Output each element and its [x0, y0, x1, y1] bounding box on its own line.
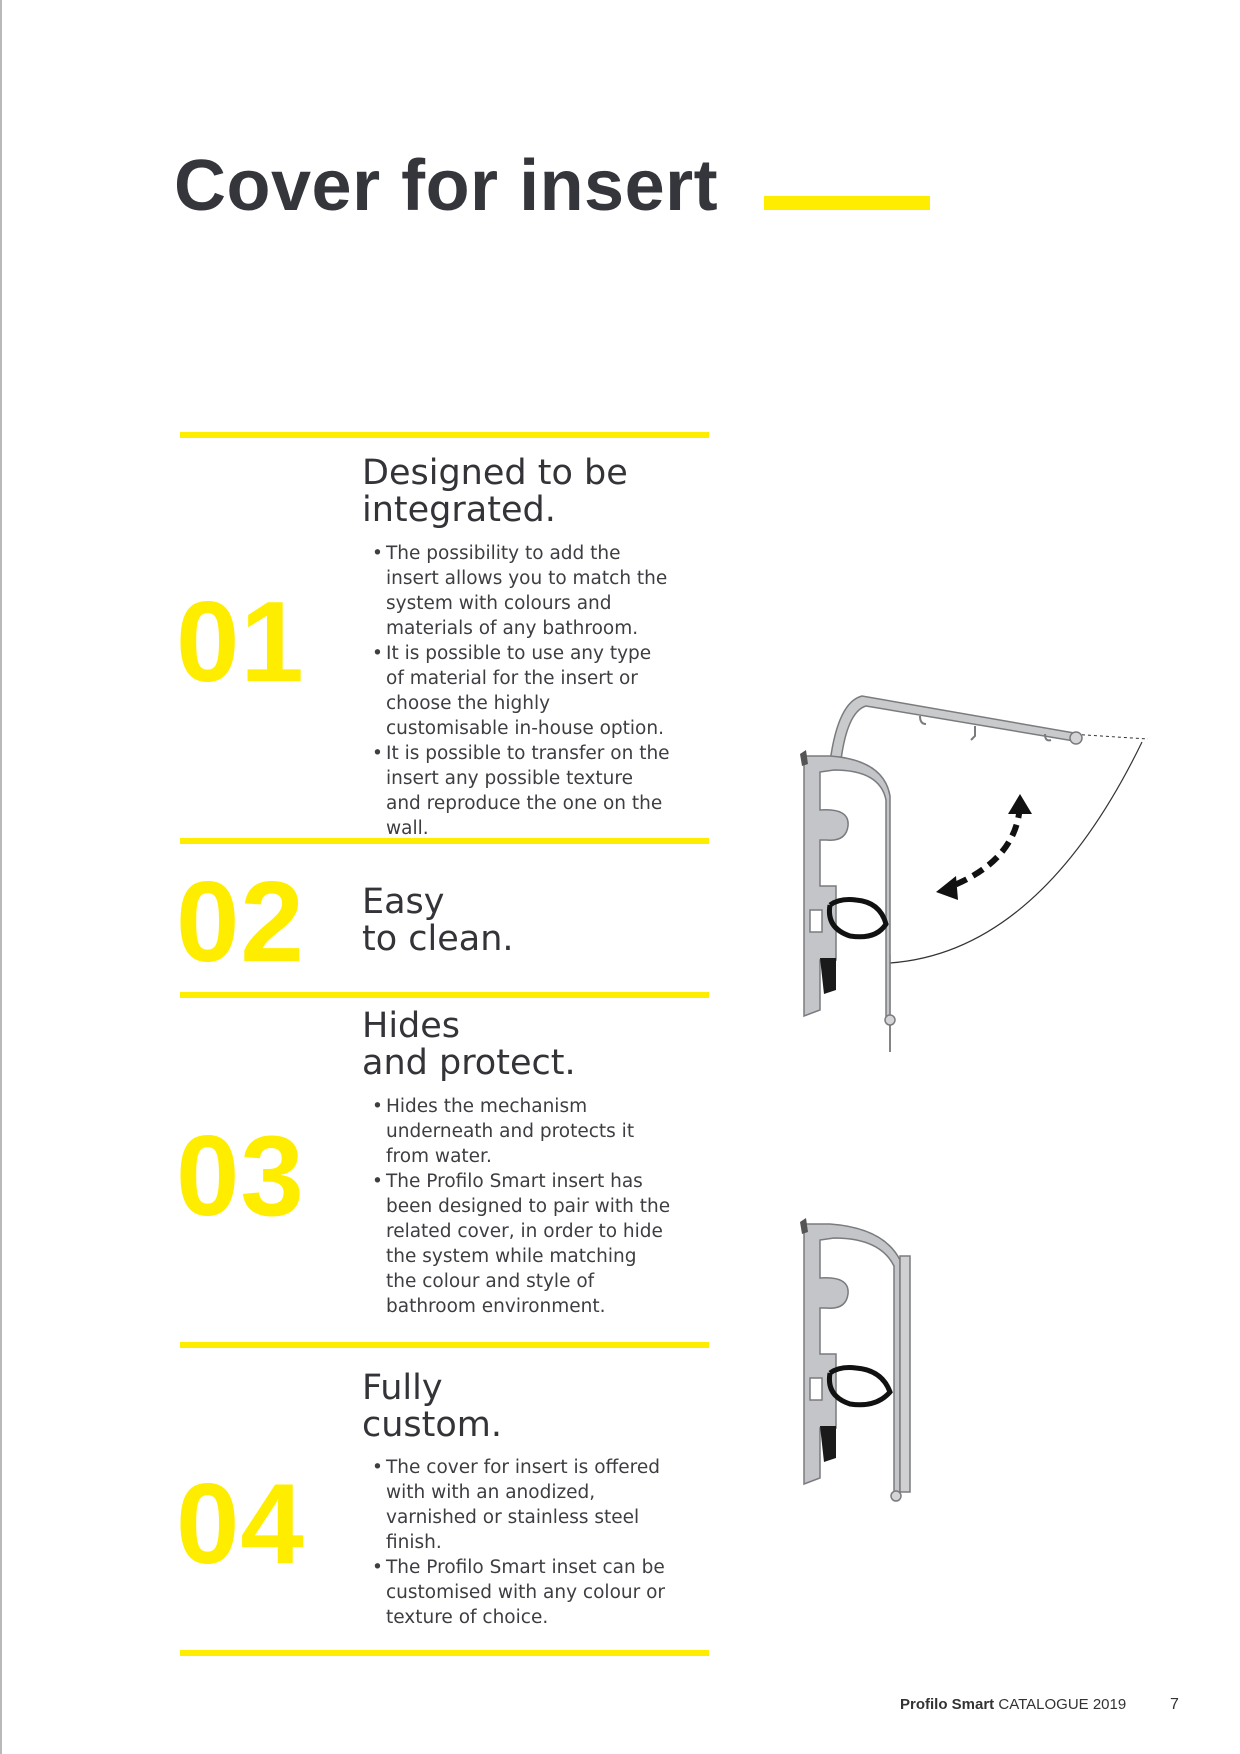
- title-accent-bar: [764, 196, 930, 210]
- open-cover-panel: [830, 696, 1080, 768]
- section-heading-03: [362, 1008, 576, 1082]
- section-number-03: 03: [176, 1113, 305, 1240]
- section-number-01: 01: [176, 579, 305, 706]
- cover-clip: [971, 726, 975, 740]
- page-number: 7: [1170, 1696, 1179, 1713]
- section-heading-02: [362, 884, 514, 958]
- footer-catalogue-label: CATALOGUE 2019: [998, 1696, 1127, 1713]
- cover-hinge: [1070, 732, 1082, 744]
- arrow-head-left-icon: [936, 876, 958, 900]
- footer-catalogue: [900, 1696, 1126, 1713]
- bullet-item: • The cover for insert is offered with with an anodized, varnished or stainless steel finish.: [372, 1455, 672, 1555]
- section-divider: [180, 1650, 709, 1656]
- section-bullets-03: [372, 1094, 672, 1319]
- page-title: Cover for insert: [174, 146, 719, 226]
- profile-tip: [800, 1218, 808, 1234]
- section-divider: [180, 992, 709, 998]
- bullet-item: • Hides the mechanism underneath and protects it from water.: [372, 1094, 672, 1169]
- section-heading-01: [362, 455, 628, 529]
- section-divider: [180, 432, 709, 438]
- bullet-item: • The possibility to add the insert allows you to match the system with colours and materials of any bathroom.: [372, 541, 672, 641]
- heading-line: and protect.: [362, 1043, 576, 1083]
- bullet-item: • The Profilo Smart insert has been designed to pair with the related cover, in order to hide the system while matching the colour and style of bathroom environment.: [372, 1169, 672, 1319]
- gasket-foot: [820, 958, 836, 994]
- profile-hinge: [891, 1491, 901, 1501]
- gasket-seal: [829, 1368, 890, 1405]
- heading-line: to clean.: [362, 919, 514, 959]
- heading-line: Fully: [362, 1368, 443, 1408]
- profile-tip: [800, 750, 808, 766]
- heading-line: Designed to be: [362, 453, 628, 493]
- section-bullets-01: [372, 541, 672, 841]
- heading-line: Easy: [362, 882, 445, 922]
- bullet-item: • It is possible to use any type of material for the insert or choose the highly customisable in-house option.: [372, 641, 672, 741]
- footer-brand: Profilo Smart: [900, 1696, 995, 1713]
- section-number-04: 04: [176, 1461, 305, 1588]
- rotation-arrow: [952, 806, 1020, 886]
- gasket-seal: [829, 900, 886, 937]
- profile-hinge: [885, 1015, 895, 1025]
- arrow-head-up-icon: [1008, 794, 1032, 814]
- fixed-profile-body: [804, 1224, 900, 1494]
- heading-line: Hides: [362, 1006, 461, 1046]
- profile-slot: [810, 1378, 822, 1400]
- swing-arc: [890, 742, 1142, 963]
- cover-clip: [920, 716, 926, 724]
- bullet-item: • It is possible to transfer on the insert any possible texture and reproduce the one on the wall.: [372, 741, 672, 841]
- fixed-profile-body: [804, 756, 890, 1016]
- insert-panel: [900, 1256, 910, 1492]
- cover-closed-profile-diagram: [790, 1216, 930, 1506]
- profile-slot: [810, 910, 822, 932]
- cover-open-profile-diagram: [790, 690, 1180, 1060]
- page-left-edge: [0, 0, 2, 1754]
- heading-line: integrated.: [362, 490, 556, 530]
- heading-line: custom.: [362, 1405, 503, 1445]
- bullet-item: • The Profilo Smart inset can be customised with any colour or texture of choice.: [372, 1555, 672, 1630]
- section-heading-04: [362, 1370, 502, 1444]
- gasket-foot: [820, 1426, 836, 1462]
- section-divider: [180, 1342, 709, 1348]
- section-number-02: 02: [176, 859, 305, 986]
- section-bullets-04: [372, 1455, 672, 1630]
